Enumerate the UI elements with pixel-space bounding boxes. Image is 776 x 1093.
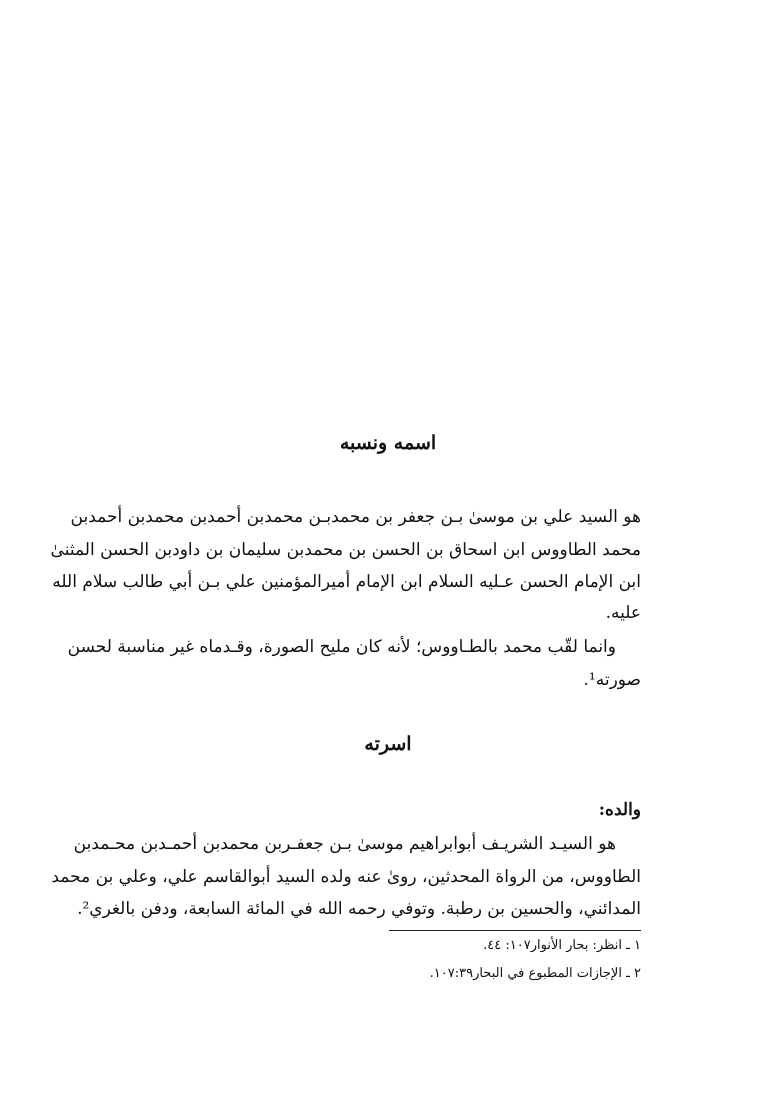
- section-title-family: اسرته: [364, 733, 412, 755]
- paragraph-line: صورته¹.: [583, 670, 641, 690]
- footnote: ٢ ـ الإجازات المطبوع في البحار١٠٧:٣٩.: [429, 966, 641, 981]
- footnote: ١ ـ انظر: بحار الأنوار١٠٧: ٤٤.: [483, 938, 641, 953]
- paragraph-line: محمد الطاووس ابن اسحاق بن الحسن بن محمدبن سليمان بن داودبن الحسن المثنىٰ: [50, 540, 641, 560]
- footnote-divider: [389, 930, 641, 931]
- paragraph-line: ابن الإمام الحسن عـليه السلام ابن الإمام أميرالمؤمنين علي بـن أبي طالب سلام الله: [52, 572, 641, 592]
- subheading-father: والده:: [598, 800, 641, 820]
- paragraph-line: هو السيـد الشريـف أبوابراهيم موسىٰ بـن جعفـربن محمدبن أحمـدبن محـمدبن: [73, 834, 616, 854]
- paragraph-line: عليه.: [605, 603, 641, 623]
- paragraph-line: وانما لقّب محمد بالطـاووس؛ لأنه كان مليح الصورة، وقـدماه غير مناسبة لحسن: [67, 637, 616, 657]
- paragraph-line: المدائني، والحسين بن رطبة. وتوفي رحمه الله في المائة السابعة، ودفن بالغري².: [77, 899, 641, 919]
- paragraph-line: الطاووس، من الرواة المحدثين، روىٰ عنه ولده السيد أبوالقاسم علي، وعلي بن محمد: [51, 867, 641, 887]
- paragraph-line: هو السيد علي بن موسىٰ بـن جعفر بن محمدبـن محمدبن أحمدبن محمدبن أحمدبن: [70, 507, 641, 527]
- section-title-name-lineage: اسمه ونسبه: [339, 432, 437, 454]
